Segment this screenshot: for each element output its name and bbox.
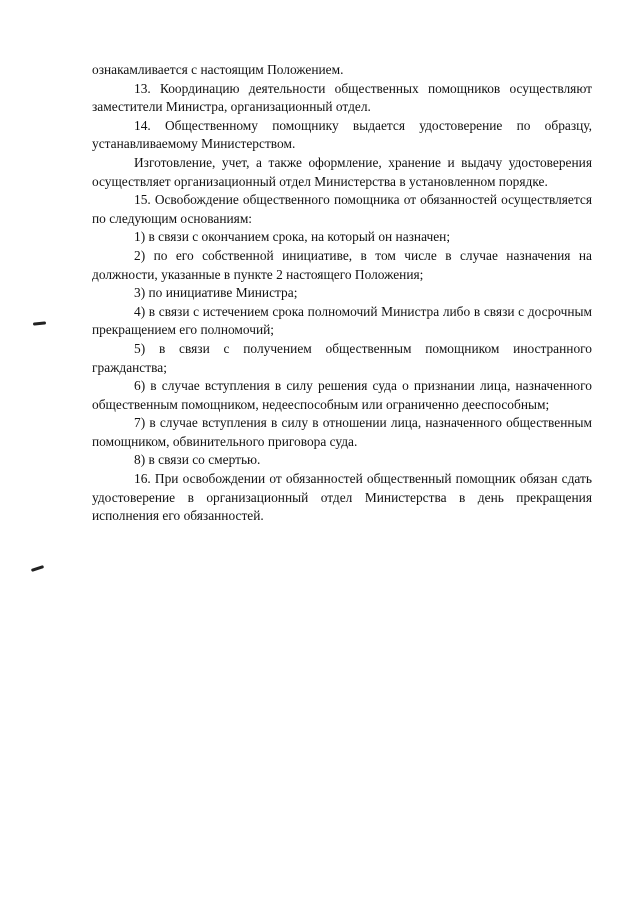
paragraph-16: 16. При освобождении от обязанностей общественный помощник обязан сдать удостоверение в организационный отдел Министерства в день прекращения исполнения его обязанностей. (92, 471, 592, 524)
scan-mark (31, 565, 44, 572)
list-item-2: 2) по его собственной инициативе, в том числе в случае назначения на должности, указанные в пункте 2 настоящего Положения; (92, 247, 592, 282)
list-item-4: 4) в связи с истечением срока полномочий Министра либо в связи с досрочным прекращением его полномочий; (92, 303, 592, 338)
list-item-3: 3) по инициативе Министра; (134, 285, 298, 301)
paragraph-14-production: Изготовление, учет, а также оформление, хранение и выдачу удостоверения осуществляет организационный отдел Министерства в установленном порядке. (92, 154, 592, 189)
list-item-7: 7) в случае вступления в силу в отношении лица, назначенного общественным помощником, обвинительного приговора суда. (92, 415, 592, 449)
paragraph-continuation: ознакамливается с настоящим Положением. (92, 62, 344, 77)
list-item-6: 6) в случае вступления в силу решения суда о признании лица, назначенного общественным помощником, недееспособным или ограниченно дееспособным; (92, 378, 592, 412)
list-item-8: 8) в связи со смертью. (134, 452, 261, 468)
paragraph-13: 13. Координацию деятельности общественных помощников осуществляют заместители Министра, организационный отдел. (92, 80, 592, 115)
list-item-1: 1) в связи с окончанием срока, на который он назначен; (134, 229, 451, 245)
scan-mark (33, 321, 46, 325)
document-body (92, 61, 592, 526)
paragraph-14: 14. Общественному помощнику выдается удостоверение по образцу, устанавливаемому Министерством. (92, 117, 592, 152)
paragraph-15: 15. Освобождение общественного помощника от обязанностей осуществляется по следующим основаниям: (92, 192, 592, 226)
list-item-5: 5) в связи с получением общественным помощником иностранного гражданства; (92, 340, 592, 375)
